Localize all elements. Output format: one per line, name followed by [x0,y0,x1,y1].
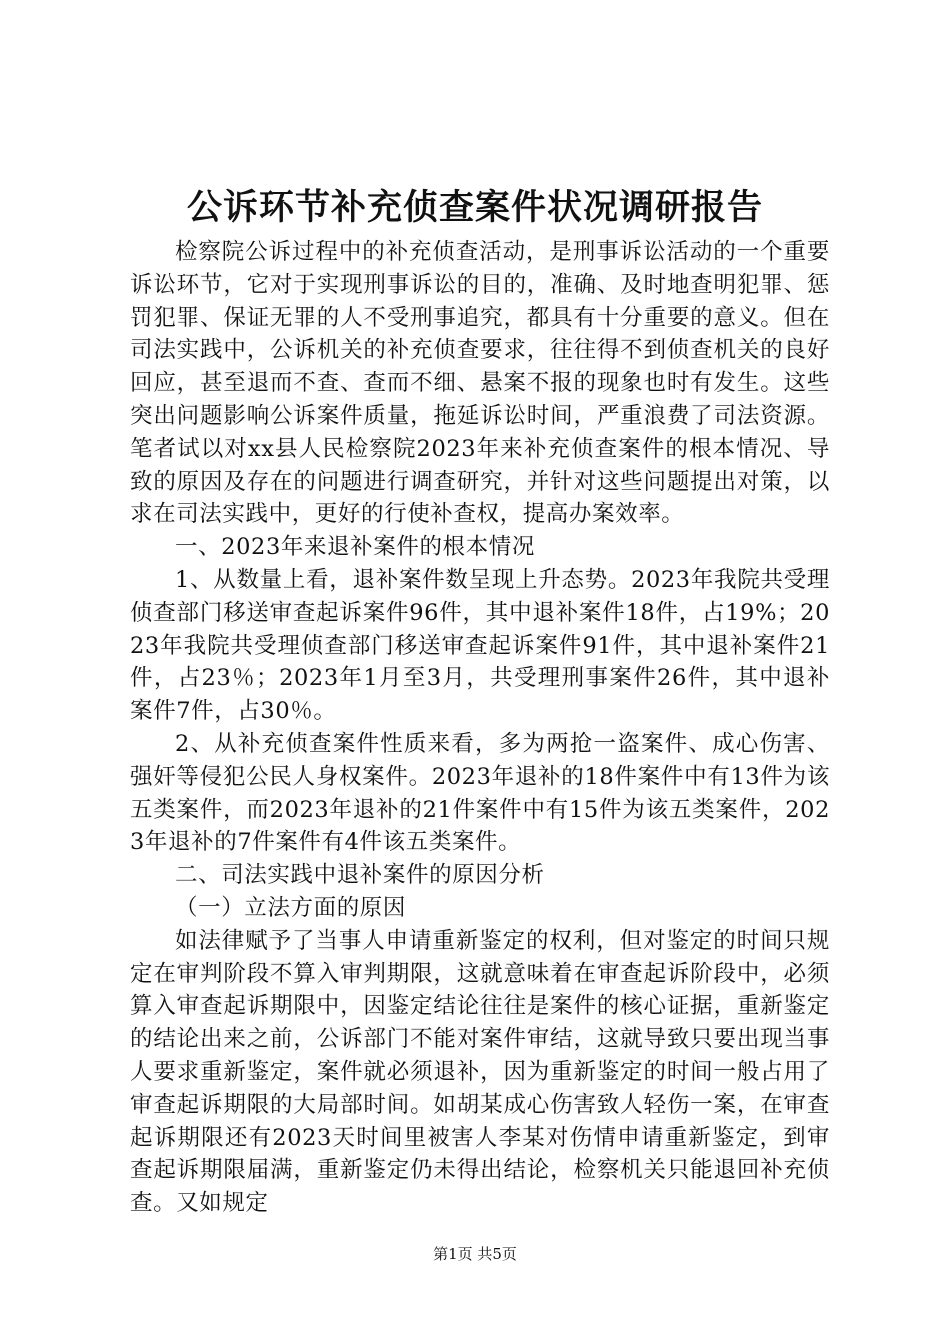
section-heading-2: 二、司法实践中退补案件的原因分析 [175,862,545,889]
document-title: 公诉环节补充侦查案件状况调研报告 [186,187,763,228]
paragraph-legislation: 如法律赋予了当事人申请重新鉴定的权利，但对鉴定的时间只规定在审判阶段不算入审判期限，这就意味着在审查起诉阶段中，必须算入审查起诉期限中，因鉴定结论往往是案件的核心证据，重新鉴定的结论出来之前，公诉部门不能对案件审结，这就导致只要出现当事人要求重新鉴定，案件就必须退补，因为重新鉴定的时间一般占用了审查起诉期限的大局部时间。如胡某成心伤害致人轻伤一案，在审查起诉期限还有2023天时间里被害人李某对伤情申请重新鉴定，到审查起诉期限届满，重新鉴定仍未得出结论，检察机关只能退回补充侦查。又如规定 [130,927,830,1217]
paragraph-quantity: 1、从数量上看，退补案件数呈现上升态势。2023年我院共受理侦查部门移送审查起诉案件96件，其中退补案件18件，占19%；2023年我院共受理侦查部门移送审查起诉案件91件，其中退补案件21件，占23％；2023年1月至3月，共受理刑事案件26件，其中退补案件7件，占30％。 [130,566,830,725]
subsection-heading-1: （一）立法方面的原因 [175,894,407,921]
paragraph-intro: 检察院公诉过程中的补充侦查活动，是刑事诉讼活动的一个重要诉讼环节，它对于实现刑事诉讼的目的，准确、及时地查明犯罪、惩罚犯罪、保证无罪的人不受刑事追究，都具有十分重要的意义。但在司法实践中，公诉机关的补充侦查要求，往往得不到侦查机关的良好回应，甚至退而不查、查而不细、悬案不报的现象也时有发生。这些突出问题影响公诉案件质量，拖延诉讼时间，严重浪费了司法资源。笔者试以对xx县人民检察院2023年来补充侦查案件的根本情况、导致的原因及存在的问题进行调查研究，并针对这些问题提出对策，以求在司法实践中，更好的行使补查权，提高办案效率。 [130,239,830,528]
page-footer: 第1页 共5页 [433,1245,517,1263]
document-body [130,236,830,1220]
paragraph-case-nature: 2、从补充侦查案件性质来看，多为两抢一盗案件、成心伤害、强奸等侵犯公民人身权案件。2023年退补的18件案件中有13件为该五类案件，而2023年退补的21件案件中有15件为该五类案件，2023年退补的7件案件有4件该五类案件。 [130,730,830,856]
section-heading-1: 一、2023年来退补案件的根本情况 [175,534,535,561]
